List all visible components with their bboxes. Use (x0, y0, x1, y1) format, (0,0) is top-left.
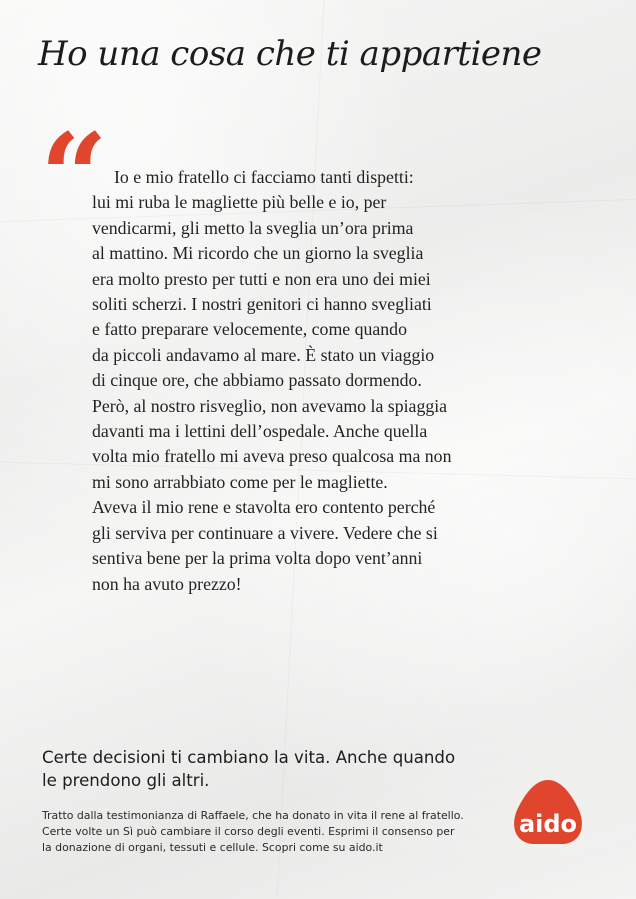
quote-mark-icon: “ (40, 107, 108, 246)
footer-note-line: Tratto dalla testimonianza di Raffaele, che ha donato in vita il rene al fratello. (42, 809, 464, 822)
aido-logo (510, 778, 586, 846)
testimony-line: davanti ma i lettini dell’ospedale. Anche quella (92, 421, 428, 442)
aido-logo-text: aido (518, 810, 578, 838)
footer-note-line: la donazione di organi, tessuti e cellule. Scopri come su aido.it (42, 841, 383, 854)
testimony-line: volta mio fratello mi aveva preso qualcosa ma non (92, 446, 452, 467)
testimony-line: soliti scherzi. I nostri genitori ci hanno svegliati (92, 294, 432, 315)
headline: Ho una cosa che ti appartiene (38, 34, 542, 74)
footer-note (42, 808, 492, 856)
testimony-line: non ha avuto prezzo! (92, 573, 242, 594)
footer-note-line: Certe volte un Sì può cambiare il corso degli eventi. Esprimi il consenso per (42, 825, 455, 838)
testimony-line: Io e mio fratello ci facciamo tanti dispetti: (114, 167, 414, 187)
tagline (42, 746, 512, 792)
testimony-line: gli serviva per continuare a vivere. Vedere che si (92, 522, 438, 543)
testimony-line: e fatto preparare velocemente, come quando (92, 319, 407, 340)
testimony-line: lui mi ruba le magliette più belle e io, per (92, 192, 387, 213)
testimony-line: era molto presto per tutti e non era uno dei miei (92, 268, 431, 289)
testimony-line: da piccoli andavamo al mare. È stato un viaggio (92, 344, 435, 365)
testimony-line: vendicarmi, gli metto la sveglia un’ora prima (92, 217, 414, 238)
testimony-line: di cinque ore, che abbiamo passato dormendo. (92, 370, 422, 391)
tagline-line: Certe decisioni ti cambiano la vita. Anche quando (42, 748, 456, 767)
testimony-line: Però, al nostro risveglio, non avevamo la spiaggia (92, 395, 448, 416)
testimony-text (92, 165, 512, 597)
testimony-line: al mattino. Mi ricordo che un giorno la sveglia (92, 243, 424, 264)
testimony-line: mi sono arrabbiato come per le magliette. (92, 471, 388, 492)
testimony-line: Aveva il mio rene e stavolta ero contento perché (92, 497, 436, 518)
testimony-line: sentiva bene per la prima volta dopo vent’anni (92, 548, 423, 569)
tagline-line: le prendono gli altri. (42, 771, 210, 790)
